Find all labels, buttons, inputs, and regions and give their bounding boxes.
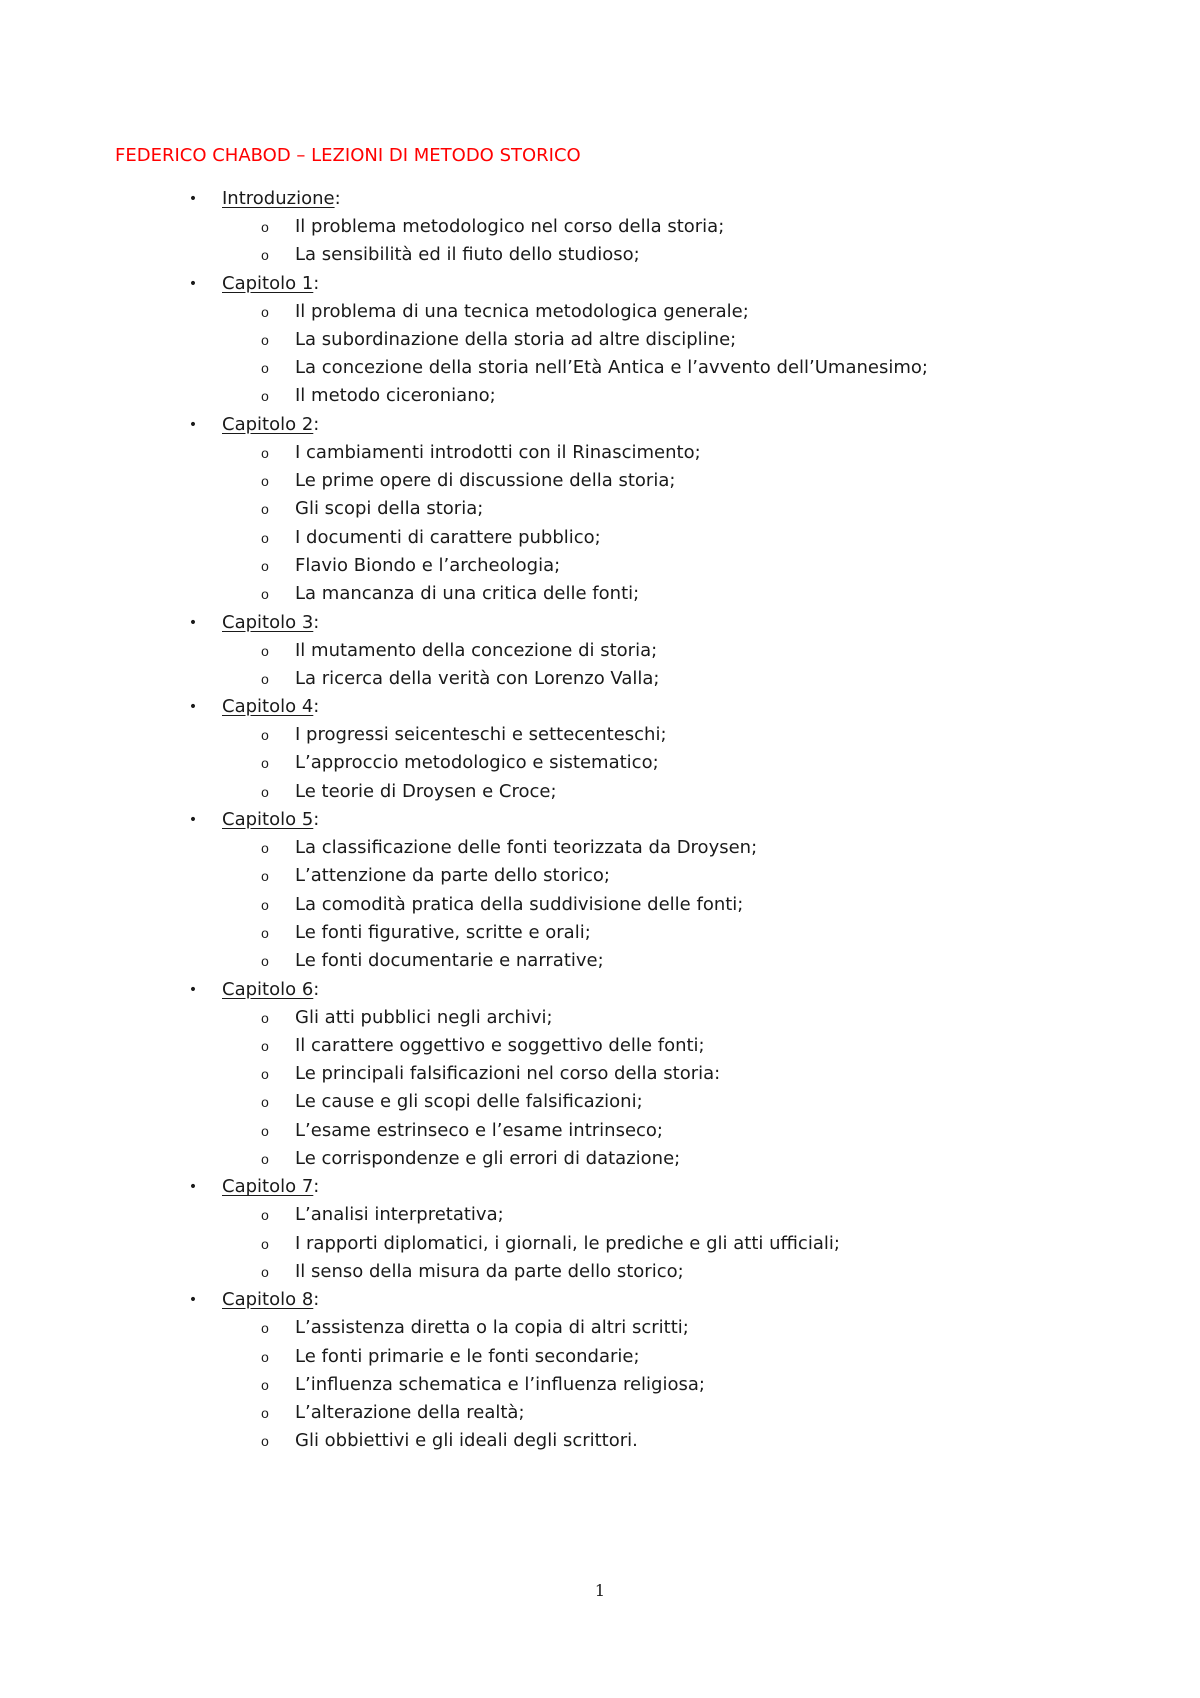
sub-bullet-icon: o bbox=[260, 898, 270, 915]
topic-text: Il problema metodologico nel corso della storia; bbox=[295, 216, 725, 237]
topic-item bbox=[0, 891, 1200, 919]
section-label bbox=[222, 806, 319, 834]
sub-bullet-icon: o bbox=[260, 785, 270, 802]
sub-bullet-icon: o bbox=[260, 1350, 270, 1367]
section-heading bbox=[0, 185, 1200, 213]
section-topics bbox=[0, 1314, 1200, 1455]
section-label bbox=[222, 270, 319, 298]
topic-text: Il carattere oggettivo e soggettivo delle fonti; bbox=[295, 1034, 705, 1056]
topic-item bbox=[0, 665, 1200, 693]
topic-text: Le fonti figurative, scritte e orali; bbox=[295, 921, 591, 943]
sub-bullet-icon: o bbox=[260, 1096, 270, 1113]
section-title: Capitolo 4 bbox=[222, 696, 314, 718]
bullet-icon: • bbox=[188, 1179, 198, 1196]
section-topics bbox=[0, 1004, 1200, 1174]
sub-bullet-icon: o bbox=[260, 644, 270, 661]
outline-section bbox=[0, 609, 1200, 694]
topic-text: La concezione della storia nell’Età Antica e l’avvento dell’Umanesimo; bbox=[295, 357, 928, 379]
topic-text: L’analisi interpretativa; bbox=[295, 1204, 504, 1226]
sub-bullet-icon: o bbox=[260, 1265, 270, 1282]
section-title: Capitolo 5 bbox=[222, 809, 314, 831]
topic-text: La subordinazione della storia ad altre discipline; bbox=[295, 328, 737, 350]
topic-text: L’influenza schematica e l’influenza religiosa; bbox=[295, 1373, 705, 1395]
sub-bullet-icon: o bbox=[260, 1153, 270, 1170]
sub-bullet-icon: o bbox=[260, 729, 270, 746]
topic-item bbox=[0, 1145, 1200, 1173]
topic-item bbox=[0, 834, 1200, 862]
topic-text: Le principali falsificazioni nel corso della storia: bbox=[295, 1063, 721, 1085]
topic-text: L’attenzione da parte dello storico; bbox=[295, 865, 610, 887]
sub-bullet-icon: o bbox=[260, 1068, 270, 1085]
section-label bbox=[222, 976, 319, 1004]
topic-text: Il mutamento della concezione di storia; bbox=[295, 639, 658, 661]
topic-item bbox=[0, 524, 1200, 552]
section-colon: : bbox=[313, 809, 320, 831]
sub-bullet-icon: o bbox=[260, 503, 270, 520]
topic-text: Il metodo ciceroniano; bbox=[295, 385, 496, 407]
topic-text: La classificazione delle fonti teorizzata da Droysen; bbox=[295, 837, 758, 859]
section-topics bbox=[0, 298, 1200, 411]
topic-item bbox=[0, 1032, 1200, 1060]
section-label bbox=[222, 609, 319, 637]
topic-item bbox=[0, 382, 1200, 410]
topic-item bbox=[0, 778, 1200, 806]
topic-text: La ricerca della verità con Lorenzo Valla; bbox=[295, 667, 660, 689]
section-topics bbox=[0, 637, 1200, 694]
section-heading bbox=[0, 270, 1200, 298]
topic-text: Le cause e gli scopi delle falsificazioni; bbox=[295, 1091, 643, 1113]
section-heading bbox=[0, 609, 1200, 637]
topic-text: Le fonti documentarie e narrative; bbox=[295, 950, 604, 972]
sub-bullet-icon: o bbox=[260, 1237, 270, 1254]
bullet-icon: • bbox=[188, 416, 198, 433]
topic-item bbox=[0, 1117, 1200, 1145]
outline-section bbox=[0, 1173, 1200, 1286]
sub-bullet-icon: o bbox=[260, 221, 270, 237]
section-topics bbox=[0, 721, 1200, 806]
section-colon: : bbox=[313, 978, 320, 1000]
topic-text: Gli atti pubblici negli archivi; bbox=[295, 1006, 553, 1028]
section-heading bbox=[0, 976, 1200, 1004]
outline-section bbox=[0, 185, 1200, 270]
section-label bbox=[222, 1173, 319, 1201]
sub-bullet-icon: o bbox=[260, 1209, 270, 1226]
topic-text: Le prime opere di discussione della storia; bbox=[295, 470, 676, 492]
topic-item bbox=[0, 552, 1200, 580]
topic-item bbox=[0, 1060, 1200, 1088]
topic-item bbox=[0, 862, 1200, 890]
section-heading bbox=[0, 1286, 1200, 1314]
sub-bullet-icon: o bbox=[260, 475, 270, 492]
section-label bbox=[222, 411, 319, 439]
topic-item bbox=[0, 1258, 1200, 1286]
section-heading bbox=[0, 1173, 1200, 1201]
topic-text: I progressi seicenteschi e settecenteschi; bbox=[295, 724, 667, 746]
bullet-icon: • bbox=[188, 614, 198, 631]
topic-text: I rapporti diplomatici, i giornali, le prediche e gli atti ufficiali; bbox=[295, 1232, 840, 1254]
topic-text: Gli scopi della storia; bbox=[295, 498, 484, 520]
topic-item bbox=[0, 1427, 1200, 1455]
section-title: Capitolo 1 bbox=[222, 272, 314, 294]
sub-bullet-icon: o bbox=[260, 559, 270, 576]
document-title: FEDERICO CHABOD – LEZIONI DI METODO STORICO bbox=[115, 145, 581, 166]
topic-item bbox=[0, 721, 1200, 749]
sub-bullet-icon: o bbox=[260, 1011, 270, 1028]
outline-section bbox=[0, 270, 1200, 411]
topic-text: Le teorie di Droysen e Croce; bbox=[295, 780, 557, 802]
topic-item bbox=[0, 495, 1200, 523]
sub-bullet-icon: o bbox=[260, 1378, 270, 1395]
topic-text: L’alterazione della realtà; bbox=[295, 1402, 525, 1424]
bullet-icon: • bbox=[188, 699, 198, 716]
outline-section bbox=[0, 693, 1200, 806]
topic-text: L’assistenza diretta o la copia di altri scritti; bbox=[295, 1317, 689, 1339]
sub-bullet-icon: o bbox=[260, 870, 270, 887]
section-title: Introduzione bbox=[222, 188, 335, 209]
outline-section bbox=[0, 411, 1200, 609]
topic-item bbox=[0, 213, 1200, 241]
section-title: Capitolo 3 bbox=[222, 611, 314, 633]
topic-item bbox=[0, 439, 1200, 467]
chapter-outline bbox=[0, 185, 1200, 1456]
sub-bullet-icon: o bbox=[260, 1435, 270, 1452]
topic-text: La sensibilità ed il fiuto dello studioso; bbox=[295, 244, 640, 266]
topic-text: Flavio Biondo e l’archeologia; bbox=[295, 554, 561, 576]
sub-bullet-icon: o bbox=[260, 305, 270, 322]
topic-item bbox=[0, 1399, 1200, 1427]
topic-item bbox=[0, 919, 1200, 947]
section-label bbox=[222, 693, 319, 721]
topic-item bbox=[0, 947, 1200, 975]
sub-bullet-icon: o bbox=[260, 390, 270, 407]
topic-text: Le fonti primarie e le fonti secondarie; bbox=[295, 1345, 640, 1367]
topic-item bbox=[0, 637, 1200, 665]
section-colon: : bbox=[313, 413, 320, 435]
topic-text: Il senso della misura da parte dello storico; bbox=[295, 1260, 684, 1282]
page-number: 1 bbox=[594, 1581, 606, 1600]
sub-bullet-icon: o bbox=[260, 842, 270, 859]
bullet-icon: • bbox=[188, 191, 198, 207]
sub-bullet-icon: o bbox=[260, 249, 270, 266]
section-label bbox=[222, 1286, 319, 1314]
bullet-icon: • bbox=[188, 812, 198, 829]
topic-item bbox=[0, 1201, 1200, 1229]
topic-item bbox=[0, 241, 1200, 269]
sub-bullet-icon: o bbox=[260, 955, 270, 972]
topic-item bbox=[0, 354, 1200, 382]
bullet-icon: • bbox=[188, 1292, 198, 1309]
bullet-icon: • bbox=[188, 981, 198, 998]
sub-bullet-icon: o bbox=[260, 333, 270, 350]
section-title: Capitolo 6 bbox=[222, 978, 314, 1000]
sub-bullet-icon: o bbox=[260, 757, 270, 774]
sub-bullet-icon: o bbox=[260, 446, 270, 463]
sub-bullet-icon: o bbox=[260, 672, 270, 689]
topic-text: Le corrispondenze e gli errori di datazione; bbox=[295, 1148, 681, 1170]
topic-text: La mancanza di una critica delle fonti; bbox=[295, 583, 640, 605]
section-title: Capitolo 2 bbox=[222, 413, 314, 435]
topic-text: I documenti di carattere pubblico; bbox=[295, 526, 601, 548]
topic-item bbox=[0, 1343, 1200, 1371]
sub-bullet-icon: o bbox=[260, 1322, 270, 1339]
section-colon: : bbox=[334, 188, 341, 209]
outline-section bbox=[0, 806, 1200, 975]
section-colon: : bbox=[313, 1289, 320, 1311]
section-heading bbox=[0, 411, 1200, 439]
outline-section bbox=[0, 976, 1200, 1174]
section-topics bbox=[0, 439, 1200, 609]
section-title: Capitolo 8 bbox=[222, 1289, 314, 1311]
topic-item bbox=[0, 1088, 1200, 1116]
section-topics bbox=[0, 834, 1200, 975]
section-colon: : bbox=[313, 611, 320, 633]
sub-bullet-icon: o bbox=[260, 1039, 270, 1056]
topic-text: La comodità pratica della suddivisione delle fonti; bbox=[295, 893, 744, 915]
sub-bullet-icon: o bbox=[260, 588, 270, 605]
section-topics bbox=[0, 1201, 1200, 1286]
section-heading bbox=[0, 693, 1200, 721]
topic-item bbox=[0, 1371, 1200, 1399]
outline-section bbox=[0, 1286, 1200, 1455]
topic-item bbox=[0, 1314, 1200, 1342]
topic-item bbox=[0, 298, 1200, 326]
section-heading bbox=[0, 806, 1200, 834]
section-colon: : bbox=[313, 1176, 320, 1198]
sub-bullet-icon: o bbox=[260, 531, 270, 548]
bullet-icon: • bbox=[188, 275, 198, 292]
sub-bullet-icon: o bbox=[260, 1407, 270, 1424]
section-topics bbox=[0, 213, 1200, 270]
topic-item bbox=[0, 326, 1200, 354]
topic-item bbox=[0, 467, 1200, 495]
topic-item bbox=[0, 580, 1200, 608]
topic-text: Gli obbiettivi e gli ideali degli scrittori. bbox=[295, 1430, 638, 1452]
sub-bullet-icon: o bbox=[260, 1124, 270, 1141]
topic-item bbox=[0, 749, 1200, 777]
section-label bbox=[222, 185, 341, 213]
section-title: Capitolo 7 bbox=[222, 1176, 314, 1198]
topic-text: L’esame estrinseco e l’esame intrinseco; bbox=[295, 1119, 663, 1141]
topic-text: L’approccio metodologico e sistematico; bbox=[295, 752, 659, 774]
topic-item bbox=[0, 1004, 1200, 1032]
section-colon: : bbox=[313, 272, 320, 294]
topic-item bbox=[0, 1230, 1200, 1258]
topic-text: I cambiamenti introdotti con il Rinascimento; bbox=[295, 441, 701, 463]
topic-text: Il problema di una tecnica metodologica generale; bbox=[295, 300, 749, 322]
sub-bullet-icon: o bbox=[260, 362, 270, 379]
section-colon: : bbox=[313, 696, 320, 718]
sub-bullet-icon: o bbox=[260, 926, 270, 943]
